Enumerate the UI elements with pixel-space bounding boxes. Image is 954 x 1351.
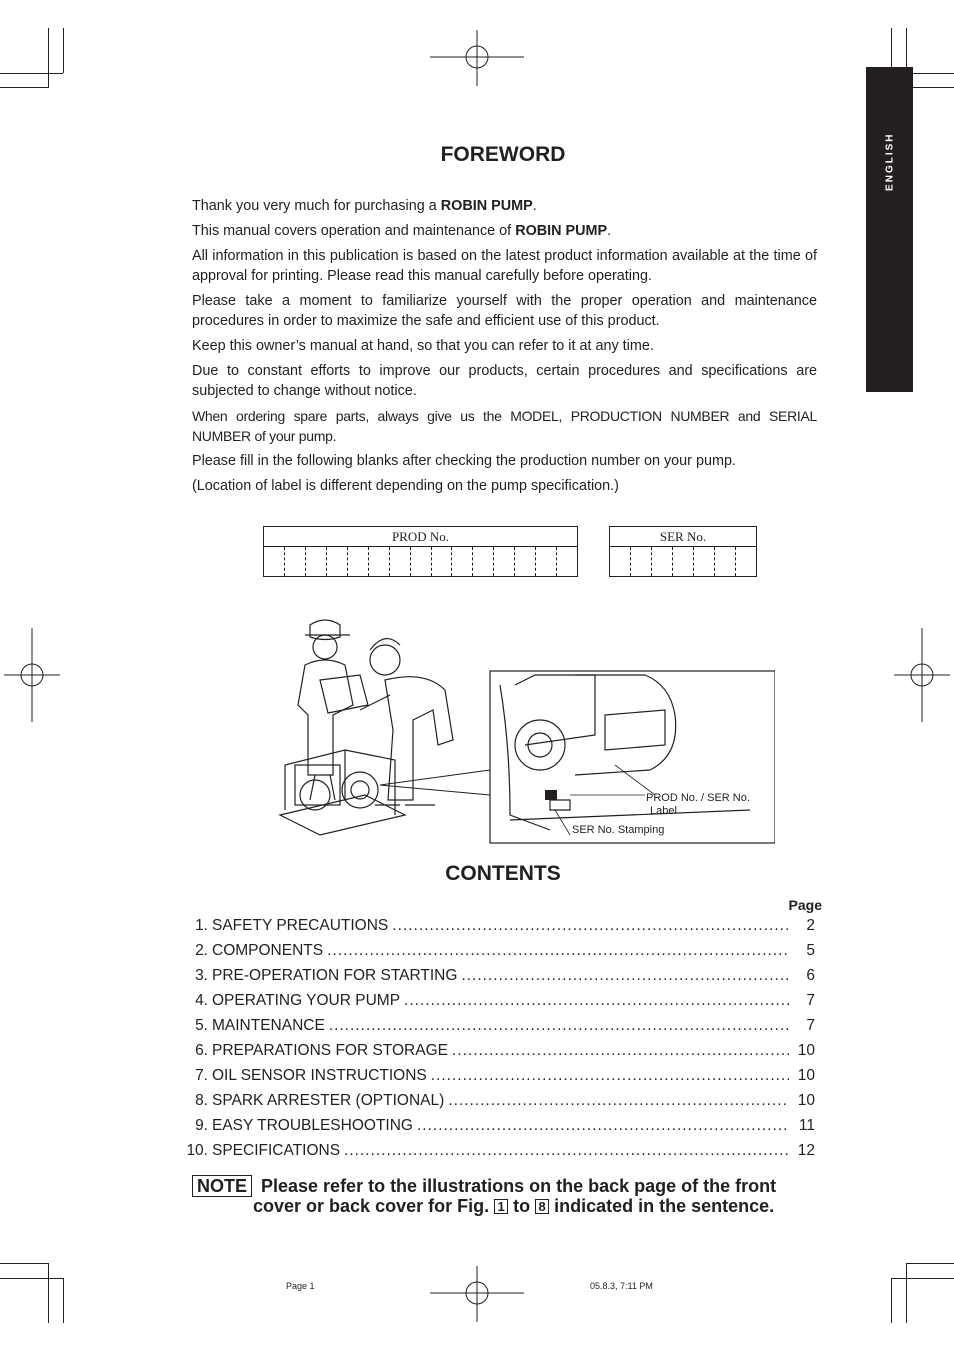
toc-leader-dots [461, 967, 789, 985]
toc-number: 5. [195, 1017, 208, 1034]
toc-leader-dots [431, 1067, 789, 1085]
registration-mark-right [894, 628, 950, 722]
figure-number-box: 1 [494, 1199, 508, 1214]
toc-row [180, 1042, 815, 1067]
ser-number-box [609, 526, 757, 577]
foreword-title: FOREWORD [440, 143, 566, 166]
toc-page-number: 11 [798, 1117, 815, 1134]
toc-leader-dots [448, 1092, 789, 1110]
registration-mark-left [4, 628, 60, 722]
toc-page-number: 6 [806, 967, 815, 984]
note-text: Please refer to the illustrations on the back page of the front cover or back cover for Fig. 1 to 8 indicated in the sentence. [253, 1176, 777, 1216]
toc-row [180, 1117, 815, 1142]
toc-row [180, 917, 815, 942]
toc-title: SPECIFICATIONS [212, 1142, 341, 1159]
toc-row [180, 1017, 815, 1042]
language-tab-label: ENGLISH [884, 132, 895, 191]
toc-number: 7. [195, 1067, 208, 1084]
toc-row [180, 992, 815, 1017]
prod-number-box [263, 526, 578, 577]
toc-row [180, 1092, 815, 1117]
label-callout: PROD No. / SER No. Label [646, 792, 750, 817]
toc-page-number: 2 [806, 917, 815, 934]
stamping-callout: SER No. Stamping [572, 824, 665, 836]
toc-page-number: 5 [806, 942, 815, 959]
foreword-paragraph: Due to constant efforts to improve our products, certain procedures and specifications are subjected to change without notice. [192, 363, 817, 399]
toc-leader-dots [329, 1017, 789, 1035]
footer-page: Page 1 [286, 1281, 315, 1291]
toc-leader-dots [344, 1142, 789, 1160]
toc-leader-dots [417, 1117, 789, 1135]
footer-timestamp: 05.8.3, 7:11 PM [590, 1281, 653, 1291]
toc-number: 9. [195, 1117, 208, 1134]
toc-row [180, 1067, 815, 1092]
toc-leader-dots [392, 917, 789, 935]
toc-row [180, 1142, 815, 1167]
toc-number: 2. [195, 942, 208, 959]
toc-leader-dots [327, 942, 789, 960]
foreword-paragraph: This manual covers operation and maintenance of ROBIN PUMP. [192, 223, 612, 239]
toc-title: SAFETY PRECAUTIONS [212, 917, 389, 934]
toc-number: 3. [195, 967, 208, 984]
toc-title: MAINTENANCE [212, 1017, 325, 1034]
foreword-paragraph: Please take a moment to familiarize yourself with the proper operation and maintenance procedures in order to maximize the safe and efficient use of this product. [192, 293, 817, 329]
foreword-paragraph: When ordering spare parts, always give us the MODEL, PRODUCTION NUMBER and SERIAL NUMBER of your pump. [192, 408, 817, 444]
ser-number-label: SER No. [610, 527, 756, 547]
toc-title: EASY TROUBLESHOOTING [212, 1117, 413, 1134]
language-tab [866, 67, 913, 392]
pump-label-illustration [275, 605, 775, 845]
toc-page-number: 10 [797, 1067, 815, 1084]
toc-row [180, 942, 815, 967]
toc-row [180, 967, 815, 992]
foreword-paragraph: Please fill in the following blanks after checking the production number on your pump. [192, 453, 736, 469]
toc-leader-dots [452, 1042, 789, 1060]
toc-number: 4. [195, 992, 208, 1009]
toc-page-number: 10 [797, 1042, 815, 1059]
foreword-paragraph: All information in this publication is based on the latest product information available at the time of approval for printing. Please read this manual carefully before operating. [192, 248, 817, 284]
toc-page-number: 7 [806, 992, 815, 1009]
toc-page-number: 7 [806, 1017, 815, 1034]
toc-number: 8. [195, 1092, 208, 1109]
toc-title: OPERATING YOUR PUMP [212, 992, 401, 1009]
toc-page-number: 12 [797, 1142, 815, 1159]
foreword-paragraph: (Location of label is different depending on the pump specification.) [192, 478, 619, 494]
registration-mark-top [430, 30, 524, 86]
contents-page-header: Page [788, 897, 822, 913]
contents-title: CONTENTS [445, 862, 561, 885]
toc-leader-dots [404, 992, 789, 1010]
toc-title: OIL SENSOR INSTRUCTIONS [212, 1067, 427, 1084]
registration-mark-bottom [430, 1266, 524, 1322]
toc-title: COMPONENTS [212, 942, 324, 959]
toc-title: SPARK ARRESTER (OPTIONAL) [212, 1092, 445, 1109]
prod-number-cells [264, 547, 577, 576]
toc-number: 6. [195, 1042, 208, 1059]
table-of-contents [180, 917, 815, 1167]
toc-number: 1. [195, 917, 208, 934]
foreword-paragraph: Thank you very much for purchasing a ROBIN PUMP. [192, 198, 537, 214]
toc-page-number: 10 [797, 1092, 815, 1109]
serial-label-plate [545, 790, 557, 800]
prod-number-label: PROD No. [264, 527, 577, 547]
toc-title: PRE-OPERATION FOR STARTING [212, 967, 458, 984]
toc-number: 10. [186, 1142, 208, 1159]
note-label: NOTE [192, 1175, 252, 1197]
foreword-body [192, 196, 817, 501]
toc-title: PREPARATIONS FOR STORAGE [212, 1042, 448, 1059]
ser-number-cells [610, 547, 756, 576]
foreword-paragraph: Keep this owner’s manual at hand, so that you can refer to it at any time. [192, 338, 654, 354]
figure-number-box: 8 [535, 1199, 549, 1214]
